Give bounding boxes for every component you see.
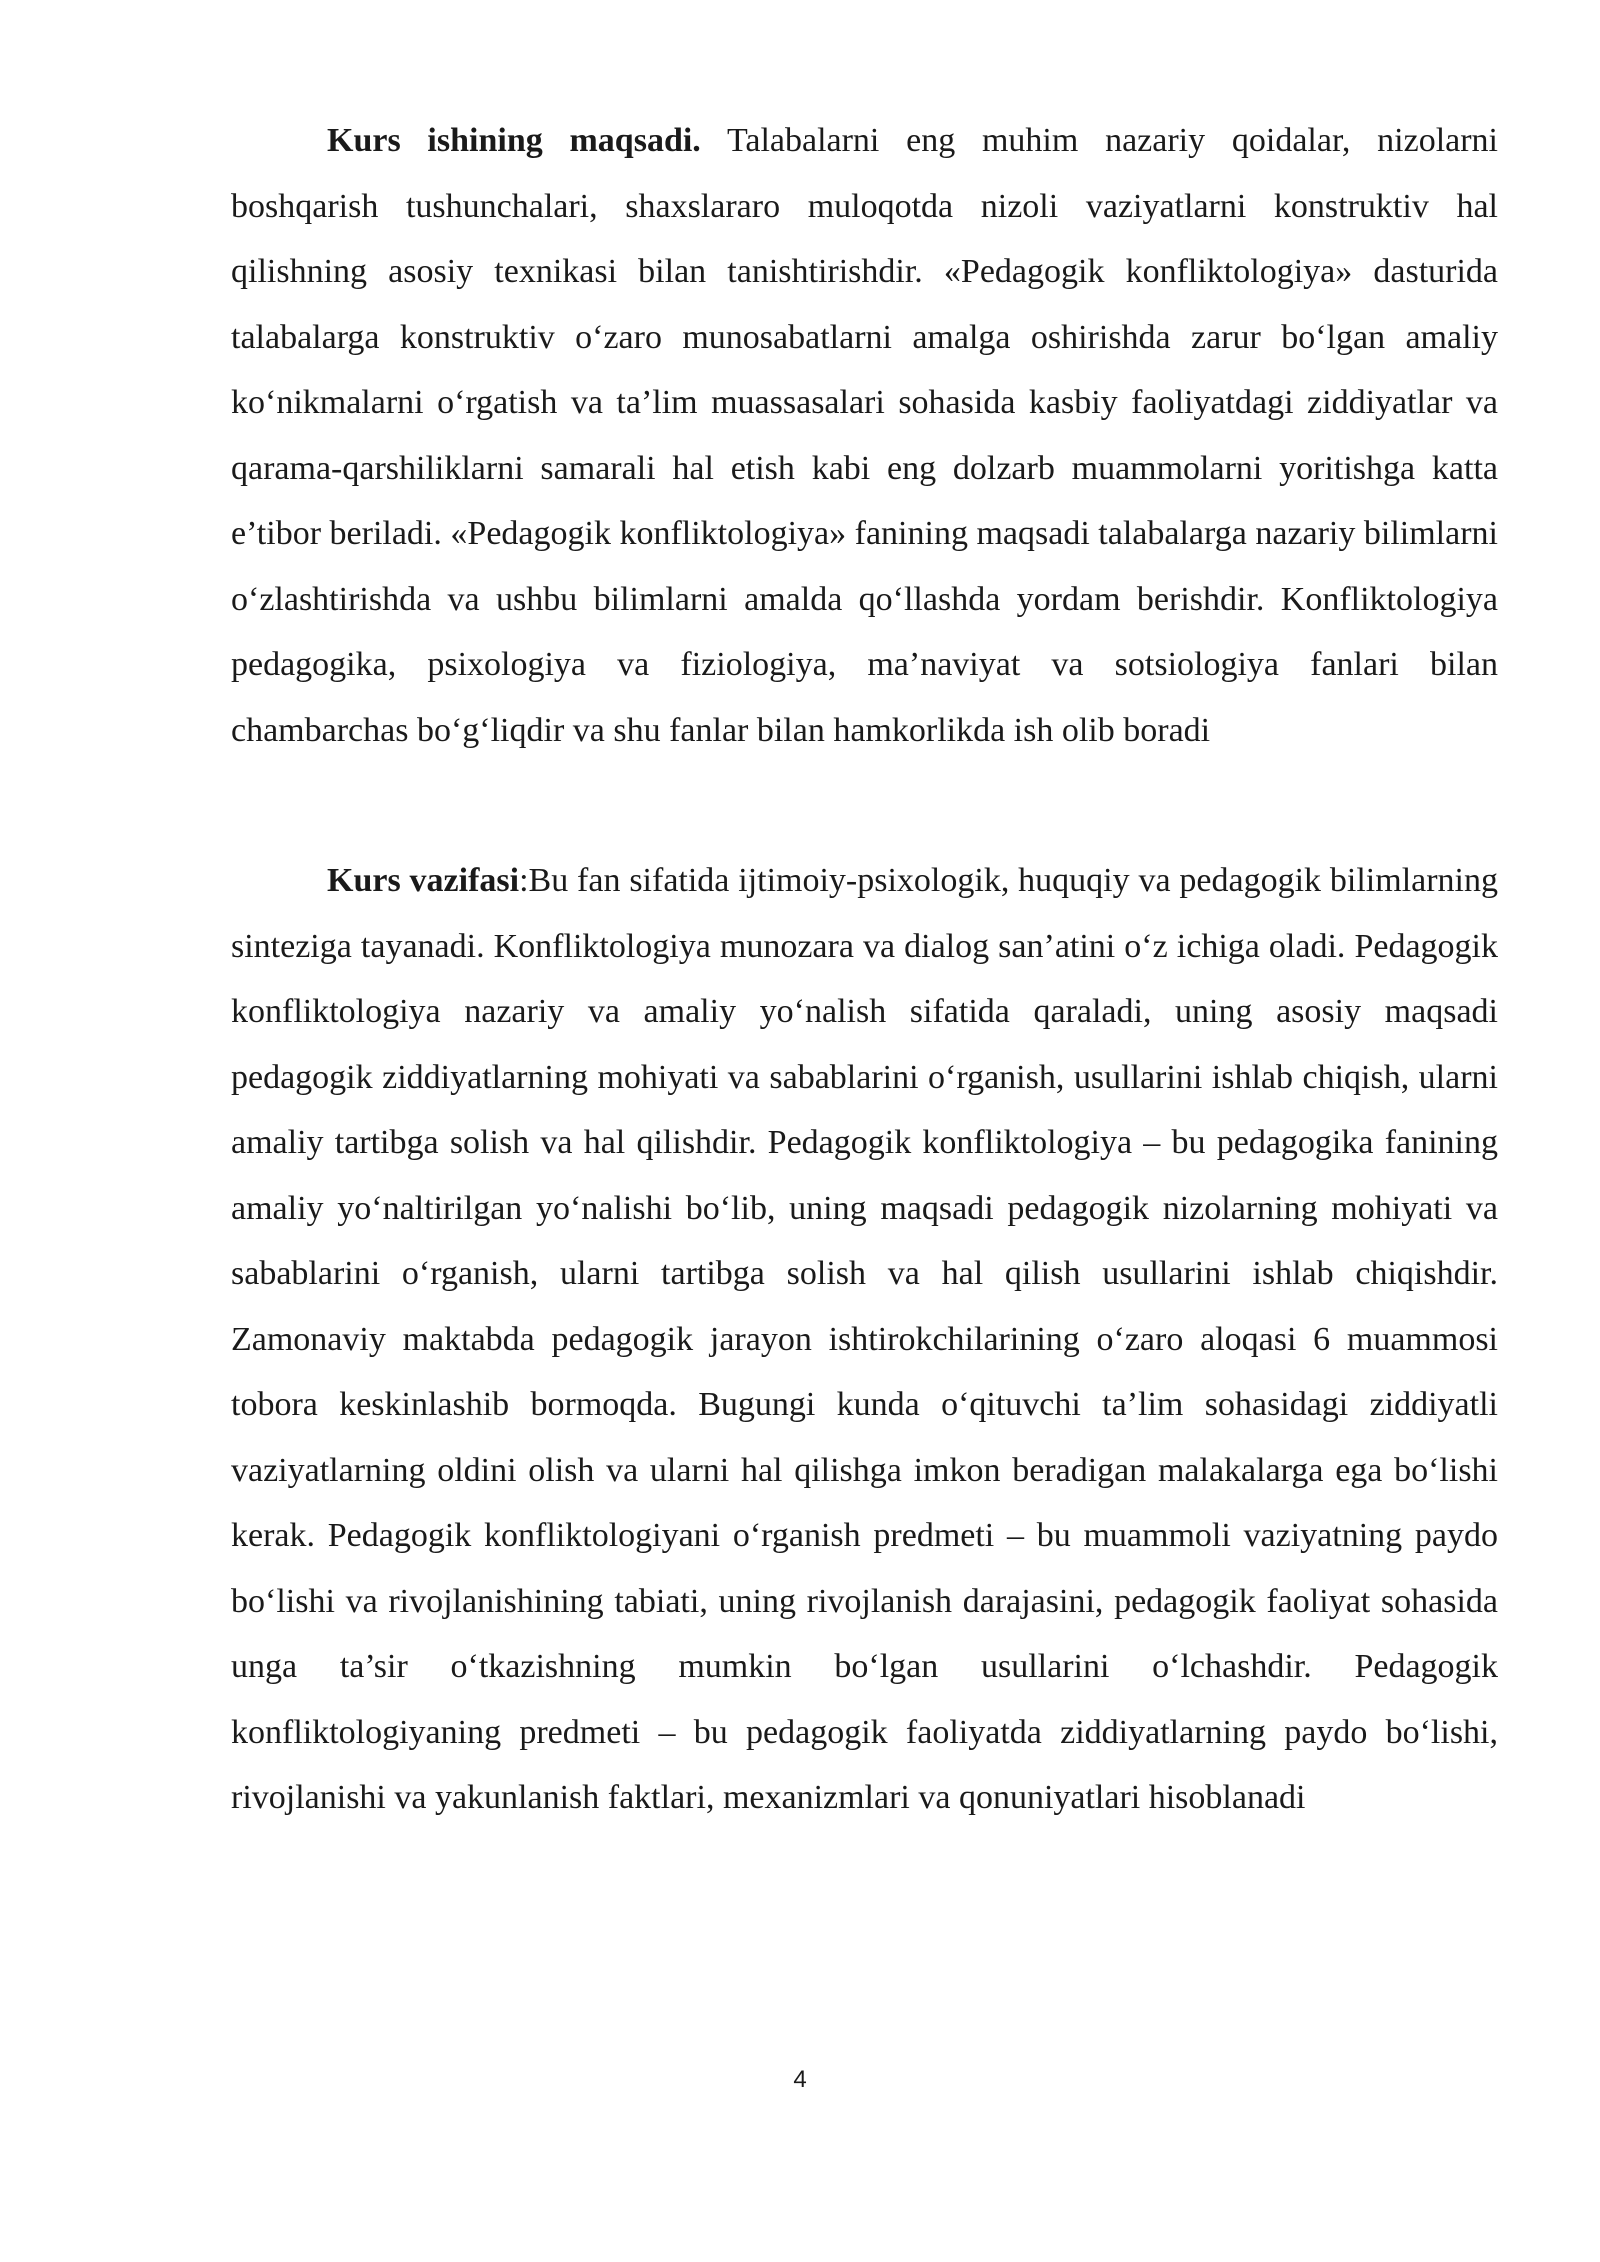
paragraph-course-task [231,848,1498,1831]
page-number: 4 [793,2066,807,2093]
paragraph-heading-course-goal: Kurs ishining maqsadi. [327,122,701,159]
paragraph-course-goal [231,108,1498,763]
paragraph-heading-course-task: Kurs vazifasi [327,862,520,899]
paragraph-body-course-goal: Talabalarni eng muhim nazariy qoidalar, nizolarni boshqarish tushunchalari, shaxslararo muloqotda nizoli vaziyatlarni konstruktiv hal qilishning asosiy texnikasi bilan tanishtirishdir. «Pedagogik konfliktologiya» dasturida talabalarga konstruktiv o‘zaro munosabatlarni amalga oshirishda zarur bo‘lgan amaliy ko‘nikmalarni o‘rgatish va ta’lim muassasalari sohasida kasbiy faoliyatdagi ziddiyatlar va qarama-qarshiliklarni samarali hal etish kabi eng dolzarb muammolarni yoritishga katta e’tibor beriladi. «Pedagogik konfliktologiya» fanining maqsadi talabalarga nazariy bilimlarni o‘zlashtirishda va ushbu bilimlarni amalda qo‘llashda yordam berishdir. Konfliktologiya pedagogika, psixologiya va fiziologiya, ma’naviyat va sotsiologiya fanlari bilan chambarchas bo‘g‘liqdir va shu fanlar bilan hamkorlikda ish olib boradi [231,122,1499,749]
paragraph-body-course-task: :Bu fan sifatida ijtimoiy-psixologik, huquqiy va pedagogik bilimlarning sinteziga tayanadi. Konfliktologiya munozara va dialog san’atini o‘z ichiga oladi. Pedagogik konfliktologiya nazariy va amaliy yo‘nalish sifatida qaraladi, uning asosiy maqsadi pedagogik ziddiyatlarning mohiyati va sabablarini o‘rganish, usullarini ishlab chiqish, ularni amaliy tartibga solish va hal qilishdir. Pedagogik konfliktologiya – bu pedagogika fanining amaliy yo‘naltirilgan yo‘nalishi bo‘lib, uning maqsadi pedagogik nizolarning mohiyati va sabablarini o‘rganish, ularni tartibga solish va hal qilish usullarini ishlab chiqishdir. Zamonaviy maktabda pedagogik jarayon ishtirokchilarining o‘zaro aloqasi 6 muammosi tobora keskinlashib bormoqda. Bugungi kunda o‘qituvchi ta’lim sohasidagi ziddiyatli vaziyatlarning oldini olish va ularni hal qilishga imkon beradigan malakalarga ega bo‘lishi kerak. Pedagogik konfliktologiyani o‘rganish predmeti – bu muammoli vaziyatning paydo bo‘lishi va rivojlanishining tabiati, uning rivojlanish darajasini, pedagogik faoliyat sohasida unga ta’sir o‘tkazishning mumkin bo‘lgan usullarini o‘lchashdir. Pedagogik konfliktologiyaning predmeti – bu pedagogik faoliyatda ziddiyatlarning paydo bo‘lishi, rivojlanishi va yakunlanish faktlari, mexanizmlari va qonuniyatlari hisoblanadi [231,862,1499,1816]
